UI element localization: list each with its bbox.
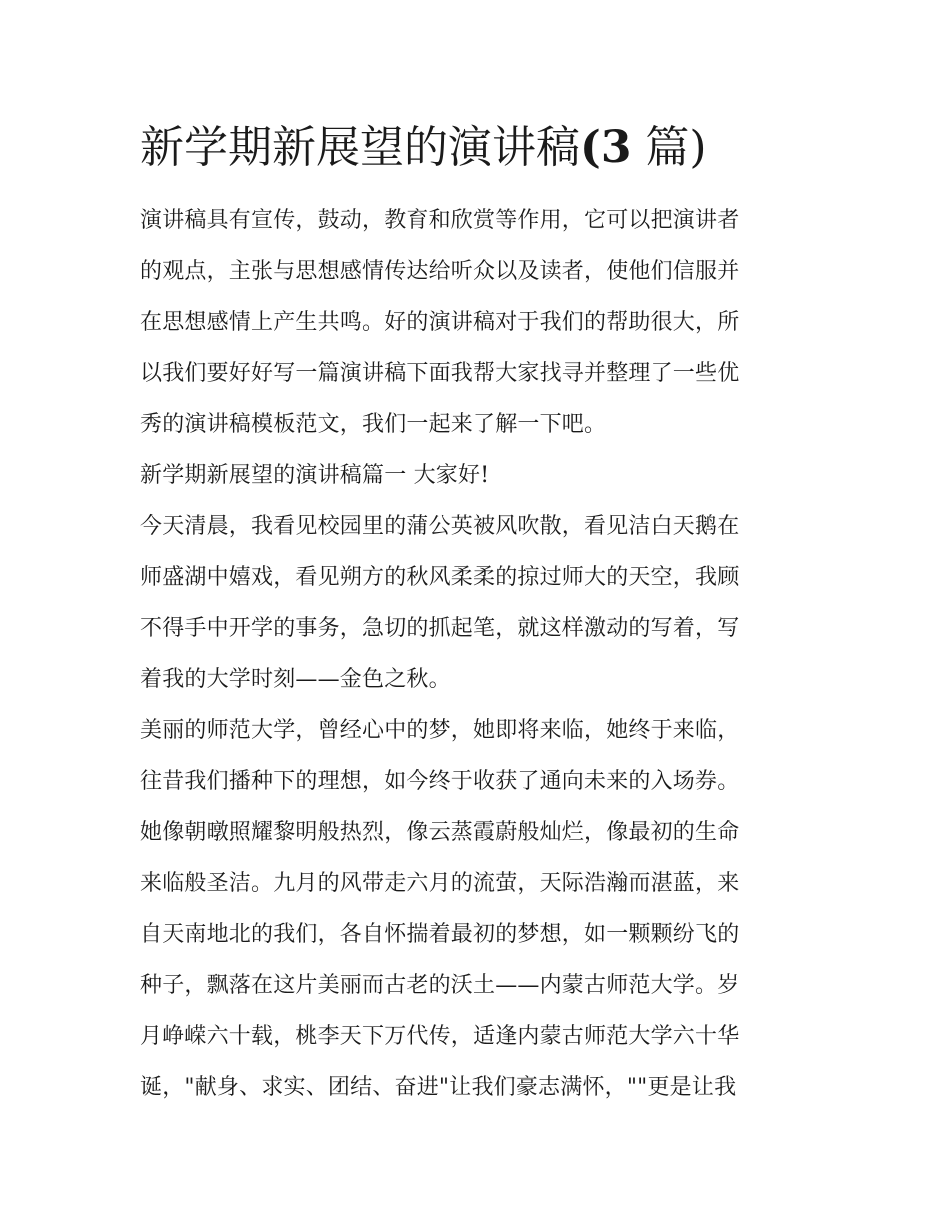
paragraph-line: 她像朝暾照耀黎明般热烈，像云蒸霞蔚般灿烂，像最初的生命 bbox=[140, 820, 740, 845]
intro-line-1: 演讲稿具有宣传，鼓动，教育和欣赏等作用，它可以把演讲者 bbox=[140, 208, 740, 233]
paragraph-line: 不得手中开学的事务，急切的抓起笔，就这样激动的写着，写 bbox=[140, 616, 740, 641]
paragraph-line: 种子，飘落在这片美丽而古老的沃土——内蒙古师范大学。岁 bbox=[140, 973, 740, 998]
intro-line-3: 在思想感情上产生共鸣。好的演讲稿对于我们的帮助很大，所 bbox=[140, 310, 740, 335]
intro-line-5: 秀的演讲稿模板范文，我们一起来了解一下吧。 bbox=[140, 412, 607, 437]
title-count-open: (3 bbox=[580, 122, 632, 173]
paragraph-line: 诞，"献身、求实、团结、奋进"让我们豪志满怀，""更是让我 bbox=[140, 1075, 737, 1100]
document-title bbox=[140, 118, 840, 178]
section-heading-1: 新学期新展望的演讲稿篇一 大家好! bbox=[140, 463, 490, 488]
title-count-close: 篇) bbox=[631, 122, 707, 173]
intro-line-2: 的观点，主张与思想感情传达给听众以及读者，使他们信服并 bbox=[140, 259, 740, 284]
paragraph-line: 美丽的师范大学，曾经心中的梦，她即将来临，她终于来临， bbox=[140, 718, 740, 743]
paragraph-line: 今天清晨，我看见校园里的蒲公英被风吹散，看见洁白天鹅在 bbox=[140, 514, 740, 539]
paragraph-line: 自天南地北的我们，各自怀揣着最初的梦想，如一颗颗纷飞的 bbox=[140, 922, 740, 947]
paragraph-line: 往昔我们播种下的理想，如今终于收获了通向未来的入场券。 bbox=[140, 769, 740, 794]
paragraph-line: 师盛湖中嬉戏，看见朔方的秋风柔柔的掠过师大的天空，我顾 bbox=[140, 565, 740, 590]
paragraph-line: 月峥嵘六十载，桃李天下万代传，适逢内蒙古师范大学六十华 bbox=[140, 1024, 740, 1049]
paragraph-line: 着我的大学时刻——金色之秋。 bbox=[140, 667, 451, 692]
title-text: 新学期新展望的演讲稿 bbox=[140, 122, 580, 173]
intro-line-4: 以我们要好好写一篇演讲稿下面我帮大家找寻并整理了一些优 bbox=[140, 361, 740, 386]
paragraph-line: 来临般圣洁。九月的风带走六月的流萤，天际浩瀚而湛蓝，来 bbox=[140, 871, 740, 896]
